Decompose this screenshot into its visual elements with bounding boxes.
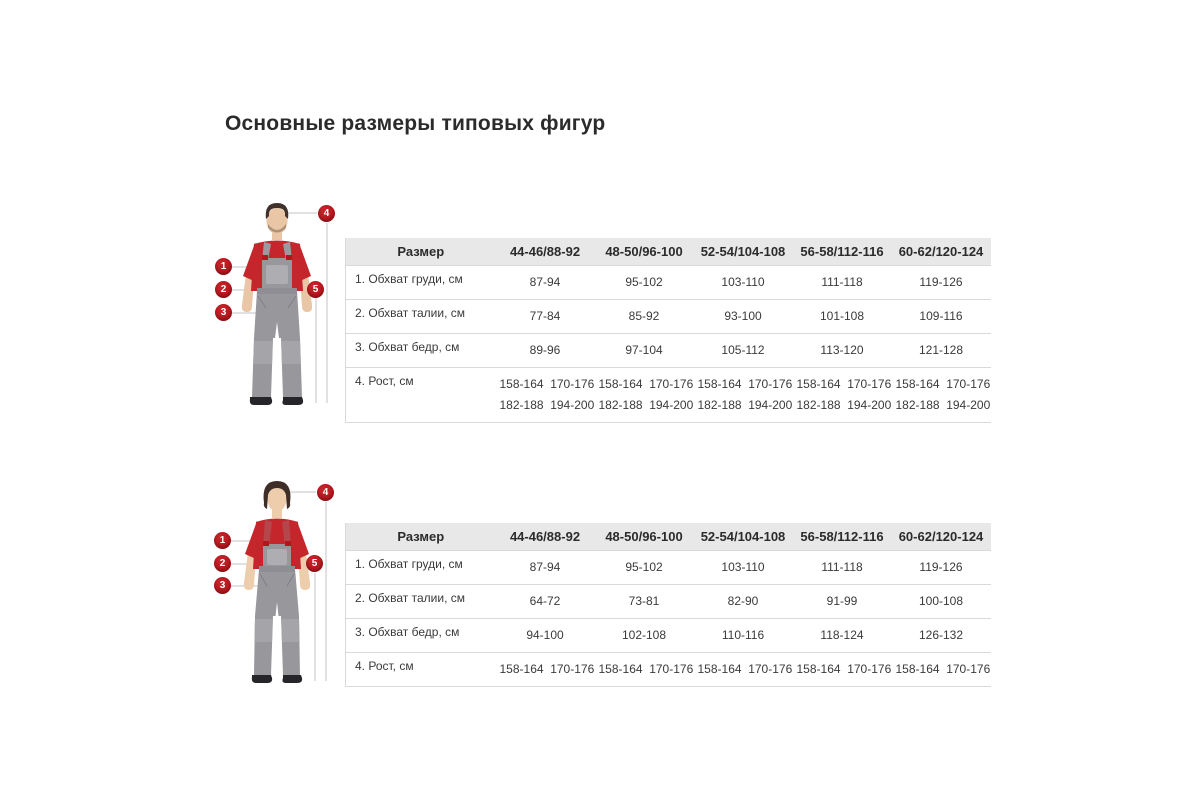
value-cell [793, 551, 892, 585]
value-cell [793, 368, 892, 423]
value-cell [793, 619, 892, 653]
value-cell [793, 653, 892, 687]
measurement-row [346, 368, 991, 423]
value-line: 121-128 [918, 343, 964, 357]
value-cell [793, 585, 892, 619]
size-column-header: Размер [346, 238, 496, 266]
measure-marker-hips: 3 [215, 304, 232, 321]
value-line: 110-116 [721, 628, 765, 642]
value-line: 105-112 [721, 343, 765, 357]
value-line: 182-188 194-200 [697, 398, 793, 412]
row-label: 4. Рост, см [346, 368, 496, 423]
value-cell [694, 266, 793, 300]
size-column-header: Размер [346, 523, 496, 551]
value-line: 158-164 170-176 [598, 377, 694, 391]
value-cell [793, 334, 892, 368]
value-line: 101-108 [819, 309, 865, 323]
value-line: 158-164 170-176 [697, 662, 793, 676]
value-line: 100-108 [918, 594, 964, 608]
value-line: 95-102 [625, 560, 663, 574]
measurement-row [346, 585, 991, 619]
value-line: 182-188 194-200 [499, 398, 595, 412]
value-cell [496, 266, 595, 300]
value-line: 89-96 [529, 343, 561, 357]
measure-marker-waist: 2 [215, 281, 232, 298]
value-line: 94-100 [526, 628, 564, 642]
value-cell [595, 653, 694, 687]
value-line: 182-188 194-200 [598, 398, 694, 412]
size-range-header: 56-58/112-116 [793, 523, 892, 551]
value-cell [892, 551, 991, 585]
size-range-header: 48-50/96-100 [595, 238, 694, 266]
value-line: 111-118 [821, 560, 863, 574]
table-header-row [346, 523, 991, 551]
value-cell [595, 551, 694, 585]
value-cell [496, 653, 595, 687]
size-range-header: 60-62/120-124 [892, 238, 991, 266]
size-range-header: 52-54/104-108 [694, 523, 793, 551]
measurement-row [346, 653, 991, 687]
value-line: 158-164 170-176 [796, 377, 892, 391]
value-cell [892, 266, 991, 300]
size-table-men [345, 238, 991, 423]
row-label: 1. Обхват груди, см [346, 266, 496, 300]
value-line: 77-84 [529, 309, 561, 323]
value-cell [892, 334, 991, 368]
row-label: 2. Обхват талии, см [346, 585, 496, 619]
value-line: 103-110 [721, 275, 765, 289]
size-range-header: 60-62/120-124 [892, 523, 991, 551]
value-cell [694, 653, 793, 687]
measure-marker-waist: 2 [214, 555, 231, 572]
value-line: 111-118 [821, 275, 863, 289]
measurement-row [346, 551, 991, 585]
value-line: 126-132 [918, 628, 964, 642]
value-cell [694, 300, 793, 334]
size-range-header: 52-54/104-108 [694, 238, 793, 266]
value-cell [595, 300, 694, 334]
value-line: 119-126 [919, 275, 963, 289]
measure-marker-side: 5 [306, 555, 323, 572]
value-line: 85-92 [628, 309, 660, 323]
value-line: 87-94 [529, 275, 561, 289]
row-label: 3. Обхват бедр, см [346, 619, 496, 653]
value-line: 182-188 194-200 [796, 398, 892, 412]
value-line: 91-99 [826, 594, 858, 608]
value-cell [595, 266, 694, 300]
value-cell [892, 619, 991, 653]
value-cell [892, 300, 991, 334]
measure-marker-side: 5 [307, 281, 324, 298]
value-line: 102-108 [621, 628, 667, 642]
value-cell [595, 585, 694, 619]
value-cell [595, 619, 694, 653]
value-line: 182-188 194-200 [895, 398, 991, 412]
value-line: 158-164 170-176 [598, 662, 694, 676]
value-cell [496, 368, 595, 423]
value-cell [694, 585, 793, 619]
value-cell [892, 653, 991, 687]
value-line: 158-164 170-176 [796, 662, 892, 676]
measure-marker-hips: 3 [214, 577, 231, 594]
value-line: 158-164 170-176 [499, 377, 595, 391]
table-header-row [346, 238, 991, 266]
measure-marker-chest: 1 [215, 258, 232, 275]
measurement-row [346, 266, 991, 300]
value-line: 158-164 170-176 [895, 377, 991, 391]
size-range-header: 56-58/112-116 [793, 238, 892, 266]
value-line: 103-110 [721, 560, 765, 574]
value-cell [694, 551, 793, 585]
measurement-row [346, 619, 991, 653]
value-cell [694, 619, 793, 653]
value-cell [595, 368, 694, 423]
value-cell [496, 585, 595, 619]
measure-marker-height: 4 [317, 484, 334, 501]
value-cell [496, 551, 595, 585]
value-line: 158-164 170-176 [895, 662, 991, 676]
value-line: 118-124 [820, 628, 864, 642]
value-cell [595, 334, 694, 368]
measure-marker-height: 4 [318, 205, 335, 222]
value-line: 158-164 170-176 [499, 662, 595, 676]
value-cell [892, 585, 991, 619]
value-line: 109-116 [919, 309, 963, 323]
value-line: 119-126 [919, 560, 963, 574]
value-cell [793, 266, 892, 300]
figure-female-worker [205, 476, 345, 694]
value-cell [793, 300, 892, 334]
value-line: 97-104 [625, 343, 663, 357]
value-cell [694, 334, 793, 368]
measure-marker-chest: 1 [214, 532, 231, 549]
value-cell [496, 300, 595, 334]
value-line: 93-100 [724, 309, 762, 323]
measurement-row [346, 300, 991, 334]
value-line: 113-120 [820, 343, 864, 357]
value-line: 87-94 [529, 560, 561, 574]
size-range-header: 44-46/88-92 [496, 238, 595, 266]
value-line: 64-72 [529, 594, 561, 608]
value-line: 73-81 [628, 594, 660, 608]
size-range-header: 44-46/88-92 [496, 523, 595, 551]
row-label: 4. Рост, см [346, 653, 496, 687]
size-table-women [345, 523, 991, 687]
value-cell [892, 368, 991, 423]
value-cell [496, 619, 595, 653]
value-cell [496, 334, 595, 368]
page-title: Основные размеры типовых фигур [225, 112, 606, 135]
value-line: 158-164 170-176 [697, 377, 793, 391]
value-cell [694, 368, 793, 423]
row-label: 1. Обхват груди, см [346, 551, 496, 585]
size-range-header: 48-50/96-100 [595, 523, 694, 551]
row-label: 2. Обхват талии, см [346, 300, 496, 334]
value-line: 95-102 [625, 275, 663, 289]
row-label: 3. Обхват бедр, см [346, 334, 496, 368]
measurement-row [346, 334, 991, 368]
value-line: 82-90 [727, 594, 759, 608]
figure-male-worker [205, 196, 345, 414]
